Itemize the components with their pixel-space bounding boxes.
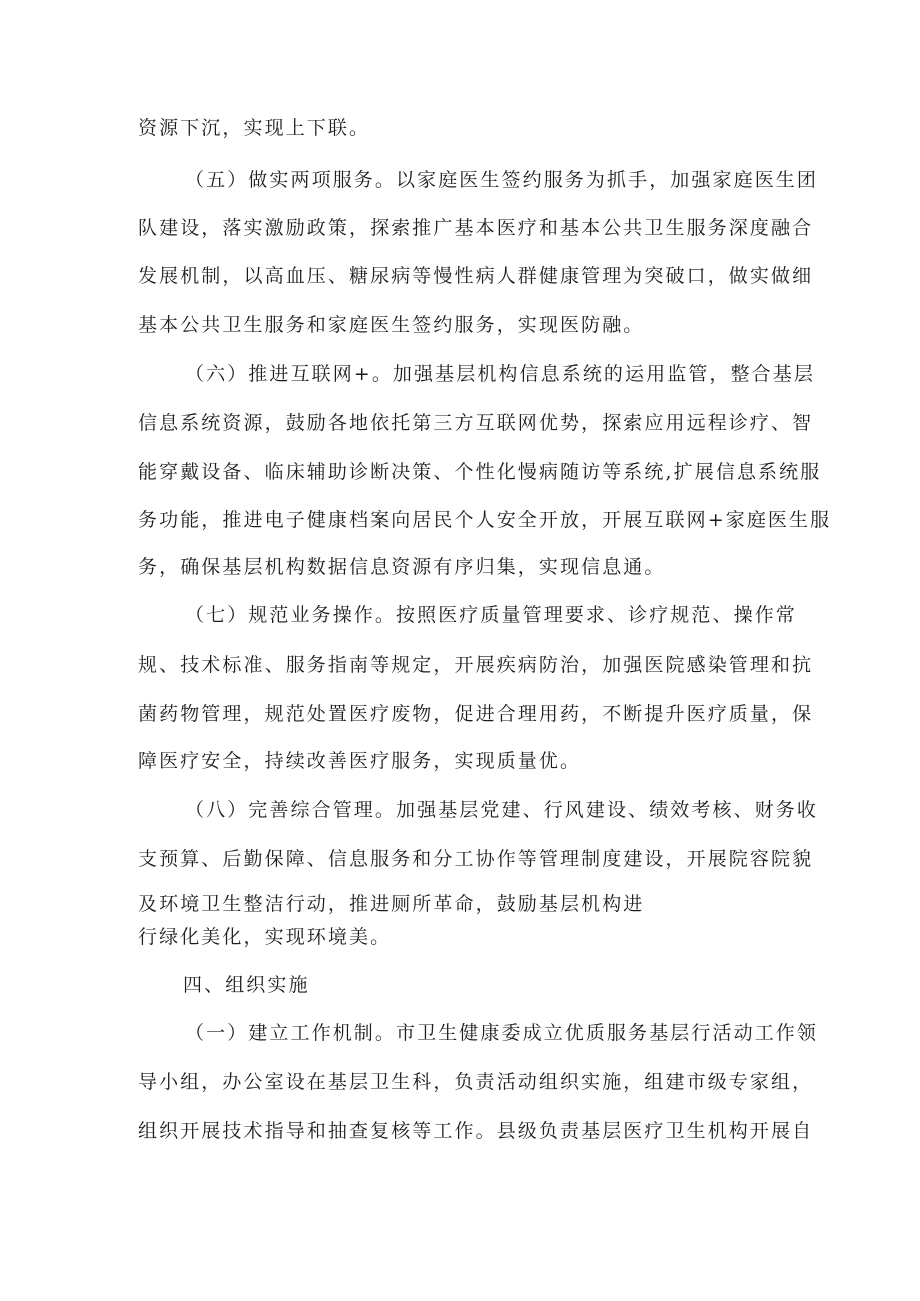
text-line: 障医疗安全，持续改善医疗服务，实现质量优。: [138, 750, 582, 772]
text-line: 组织开展技术指导和抽查复核等工作。县级负责基层医疗卫生机构开展自: [138, 1120, 814, 1142]
text-line: 务，确保基层机构数据信息资源有序归集，实现信息通。: [138, 556, 666, 578]
text-line: 信息系统资源，鼓励各地依托第三方互联网优势，探索应用远程诊疗、智: [138, 412, 814, 434]
paragraph-8-first-line: （八）完善综合管理。加强基层党建、行风建设、绩效考核、财务收: [185, 799, 819, 821]
text-line: 行绿化美化，实现环境美。: [138, 926, 392, 948]
section-heading: 四、组织实施: [183, 974, 310, 996]
text-line: 规、技术标准、服务指南等规定，开展疾病防治，加强医院感染管理和抗: [138, 654, 814, 676]
text-line: 基本公共卫生服务和家庭医生签约服务，实现医防融。: [138, 314, 645, 336]
text-line: 能穿戴设备、临床辅助诊断决策、个性化慢病随访等系统,扩展信息系统服: [138, 461, 822, 483]
text-line: 务功能，推进电子健康档案向居民个人安全开放，开展互联网+家庭医生服: [138, 509, 832, 531]
text-line: 发展机制，以高血压、糖尿病等慢性病人群健康管理为突破口，做实做细: [138, 265, 814, 287]
paragraph-5-first-line: （五）做实两项服务。以家庭医生签约服务为抓手，加强家庭医生团: [185, 169, 819, 191]
paragraph-6-first-line: （六）推进互联网+。加强基层机构信息系统的运用监管，整合基层: [185, 363, 815, 385]
text-line: 支预算、后勤保障、信息服务和分工协作等管理制度建设，开展院容院貌: [138, 848, 814, 870]
text-line: 导小组，办公室设在基层卫生科，负责活动组织实施，组建市级专家组，: [138, 1071, 814, 1093]
paragraph-section4-1-first-line: （一）建立工作机制。市卫生健康委成立优质服务基层行活动工作领: [185, 1022, 819, 1044]
text-line: 资源下沉，实现上下联。: [138, 117, 371, 139]
text-line: 菌药物管理，规范处置医疗废物，促进合理用药，不断提升医疗质量，保: [138, 703, 814, 725]
text-line: 队建设，落实激励政策，探索推广基本医疗和基本公共卫生服务深度融合: [138, 217, 814, 239]
text-line: 及环境卫生整洁行动，推进厕所革命，鼓励基层机构进: [138, 893, 645, 915]
paragraph-7-first-line: （七）规范业务操作。按照医疗质量管理要求、诊疗规范、操作常: [185, 604, 797, 626]
